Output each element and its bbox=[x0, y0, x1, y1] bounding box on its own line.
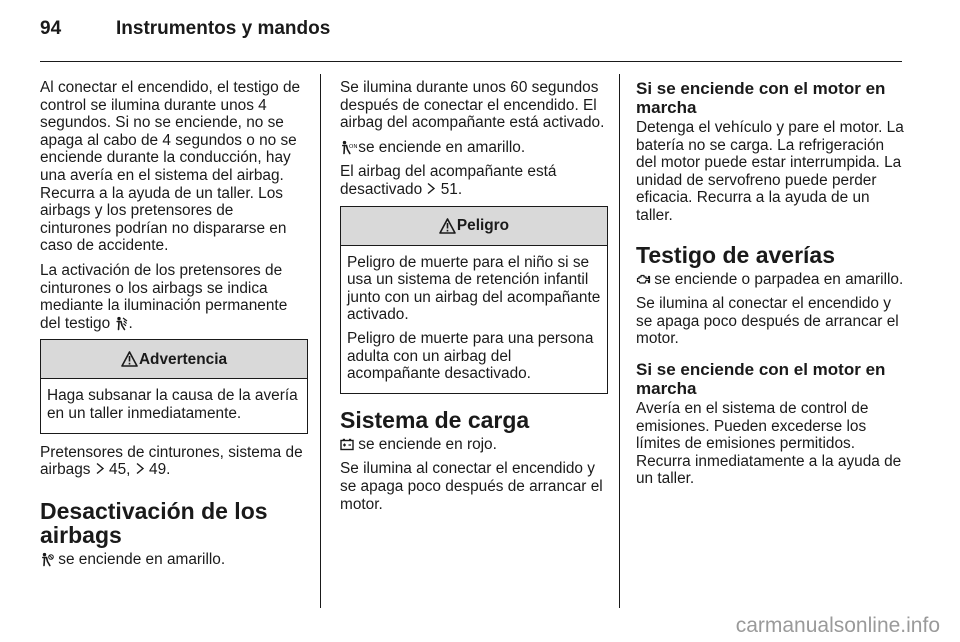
engine-check-icon bbox=[636, 272, 650, 286]
page-reference-link[interactable]: 45, bbox=[109, 461, 131, 479]
airbag-off-icon bbox=[40, 552, 54, 566]
page-title: Instrumentos y mandos bbox=[116, 18, 331, 39]
airbag-warning-icon bbox=[114, 316, 128, 330]
subheading-engine-running: Si se enciende con el motor en marcha bbox=[636, 359, 886, 398]
airbag-intro-paragraph: Al conectar el encendido, el testigo de control se ilumina durante unos 4 segundos. Si no se enciende, no se apaga al cabo de 4 segundos o no se enciende durante la conducción, hay una avería en el sistema del airbag. Recurra a la ayuda de un taller. Los airbags y los pretensores de cinturones podrían no dispararse en caso de accidente. bbox=[40, 79, 301, 255]
danger-box-text: Peligro de muerte para una persona adulta con un airbag del acompañante desactivado. bbox=[347, 329, 594, 383]
page-reference-arrow-icon bbox=[95, 462, 105, 475]
malfunction-light-paragraph: se enciende o parpadea en amarillo. bbox=[636, 271, 908, 289]
page-number: 94 bbox=[40, 18, 62, 39]
airbag-active-paragraph: Se ilumina durante unos 60 segundos después de conectar el encendido. El airbag del acompañante está activado. bbox=[340, 79, 605, 132]
column-divider-1 bbox=[320, 74, 321, 608]
warning-box-header bbox=[41, 340, 307, 379]
charging-fault-paragraph: Detenga el vehículo y pare el motor. La batería no se carga. La refrigeración del motor puede estar interrumpida. La unidad de servofreno puede perder eficacia. Recurra a la ayuda de un taller. bbox=[636, 119, 904, 224]
danger-box-header bbox=[341, 207, 607, 246]
airbag-on-icon bbox=[340, 140, 358, 154]
column-2 bbox=[340, 79, 608, 520]
svg-text:ON: ON bbox=[349, 143, 358, 150]
airbag-deactivated-paragraph: El airbag del acompañante está desactivado 51. bbox=[340, 163, 557, 198]
malfunction-description-paragraph: Se ilumina al conectar el encendido y se apaga poco después de arrancar el motor. bbox=[636, 295, 899, 348]
battery-icon bbox=[340, 437, 354, 451]
charging-light-paragraph: se enciende en rojo. bbox=[340, 436, 608, 454]
warning-triangle-icon bbox=[439, 218, 456, 234]
header-rule bbox=[40, 61, 902, 62]
page-reference-link[interactable]: 49. bbox=[149, 461, 171, 479]
warning-box bbox=[40, 339, 308, 433]
section-heading-malfunction-light: Testigo de averías bbox=[636, 241, 835, 268]
pretensioner-activation-paragraph: La activación de los pretensores de cinturones o los airbags se indica mediante la iluminación permanente del testigo . bbox=[40, 261, 288, 332]
section-heading-airbag-deactivation: Desactivación de los airbags bbox=[40, 497, 268, 548]
airbag-off-paragraph: se enciende en amarillo. bbox=[40, 551, 308, 569]
column-3 bbox=[636, 79, 908, 495]
danger-box-title: Peligro bbox=[456, 216, 510, 234]
charging-description-paragraph: Se ilumina al conectar el encendido y se apaga poco después de arrancar el motor. bbox=[340, 460, 603, 513]
warning-box-text: Haga subsanar la causa de la avería en un taller inmediatamente. bbox=[47, 387, 298, 422]
column-1 bbox=[40, 79, 308, 575]
warning-triangle-icon bbox=[121, 351, 138, 367]
danger-box-text: Peligro de muerte para el niño si se usa un sistema de retención infantil junto con un airbag del acompañante activado. bbox=[347, 253, 601, 324]
page-reference-link[interactable]: 51. bbox=[440, 180, 463, 198]
airbag-on-paragraph: ON se enciende en amarillo. bbox=[340, 139, 608, 157]
page-reference-arrow-icon bbox=[426, 182, 436, 195]
page-reference-arrow-icon bbox=[135, 462, 145, 475]
section-heading-charging-system: Sistema de carga bbox=[340, 406, 530, 433]
watermark: carmanualsonline.info bbox=[735, 614, 940, 637]
column-divider-2 bbox=[619, 74, 620, 608]
warning-box-title: Advertencia bbox=[138, 350, 228, 368]
danger-box bbox=[340, 206, 608, 394]
emissions-fault-paragraph: Avería en el sistema de control de emisiones. Pueden excederse los límites de emisiones permitidos. Recurra inmediatamente a la ayuda de un taller. bbox=[636, 399, 902, 488]
airbag-reference-paragraph: Pretensores de cinturones, sistema de airbags 45, 49. bbox=[40, 443, 303, 479]
subheading-engine-running: Si se enciende con el motor en marcha bbox=[636, 79, 886, 117]
